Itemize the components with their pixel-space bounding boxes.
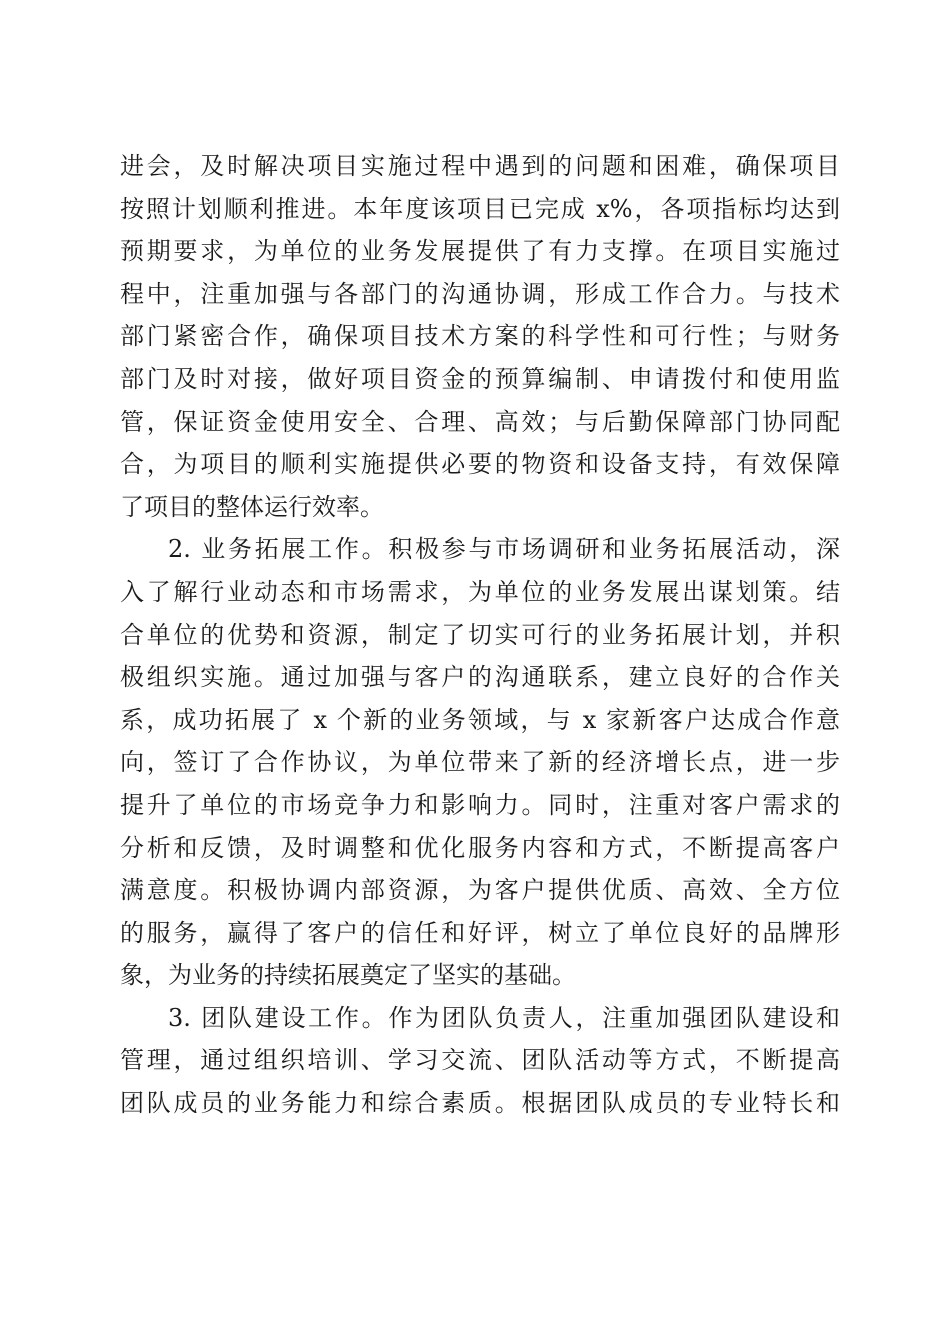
section-heading-line: 3. 团队建设工作。作为团队负责人，注重加强团队建设和: [168, 1003, 840, 1032]
text-line: 入了解行业动态和市场需求，为单位的业务发展出谋划策。结: [120, 577, 840, 606]
text-line: 的服务，赢得了客户的信任和好评，树立了单位良好的品牌形: [120, 918, 840, 947]
text-line: 满意度。积极协调内部资源，为客户提供优质、高效、全方位: [120, 876, 840, 905]
text-line: 程中，注重加强与各部门的沟通协调，形成工作合力。与技术: [120, 279, 840, 308]
text-line: 分析和反馈，及时调整和优化服务内容和方式，不断提高客户: [120, 833, 840, 862]
text-line: 了项目的整体运行效率。: [120, 492, 384, 521]
text-line: 进会，及时解决项目实施过程中遇到的问题和困难，确保项目: [120, 152, 840, 180]
text-line: 部门及时对接，做好项目资金的预算编制、申请拨付和使用监: [120, 364, 840, 393]
text-line: 管，保证资金使用安全、合理、高效；与后勤保障部门协同配: [120, 407, 840, 436]
section-heading-line: 2. 业务拓展工作。积极参与市场调研和业务拓展活动，深: [168, 535, 840, 564]
text-line: 象，为业务的持续拓展奠定了坚实的基础。: [120, 961, 576, 990]
text-line: 合单位的优势和资源，制定了切实可行的业务拓展计划，并积: [120, 620, 840, 649]
text-line: 系，成功拓展了 x 个新的业务领域，与 x 家新客户达成合作意: [120, 705, 840, 734]
text-line: 部门紧密合作，确保项目技术方案的科学性和可行性；与财务: [120, 322, 840, 351]
text-line: 合，为项目的顺利实施提供必要的物资和设备支持，有效保障: [120, 450, 840, 479]
text-line: 团队成员的业务能力和综合素质。根据团队成员的专业特长和: [120, 1089, 840, 1118]
text-line: 按照计划顺利推进。本年度该项目已完成 x%，各项指标均达到: [120, 194, 840, 223]
body-text: [120, 145, 840, 1125]
text-line: 预期要求，为单位的业务发展提供了有力支撑。在项目实施过: [120, 237, 840, 266]
text-line: 极组织实施。通过加强与客户的沟通联系，建立良好的合作关: [120, 663, 840, 692]
text-line: 向，签订了合作协议，为单位带来了新的经济增长点，进一步: [120, 748, 840, 777]
text-line: 提升了单位的市场竞争力和影响力。同时，注重对客户需求的: [120, 790, 840, 819]
text-line: 管理，通过组织培训、学习交流、团队活动等方式，不断提高: [120, 1046, 840, 1075]
